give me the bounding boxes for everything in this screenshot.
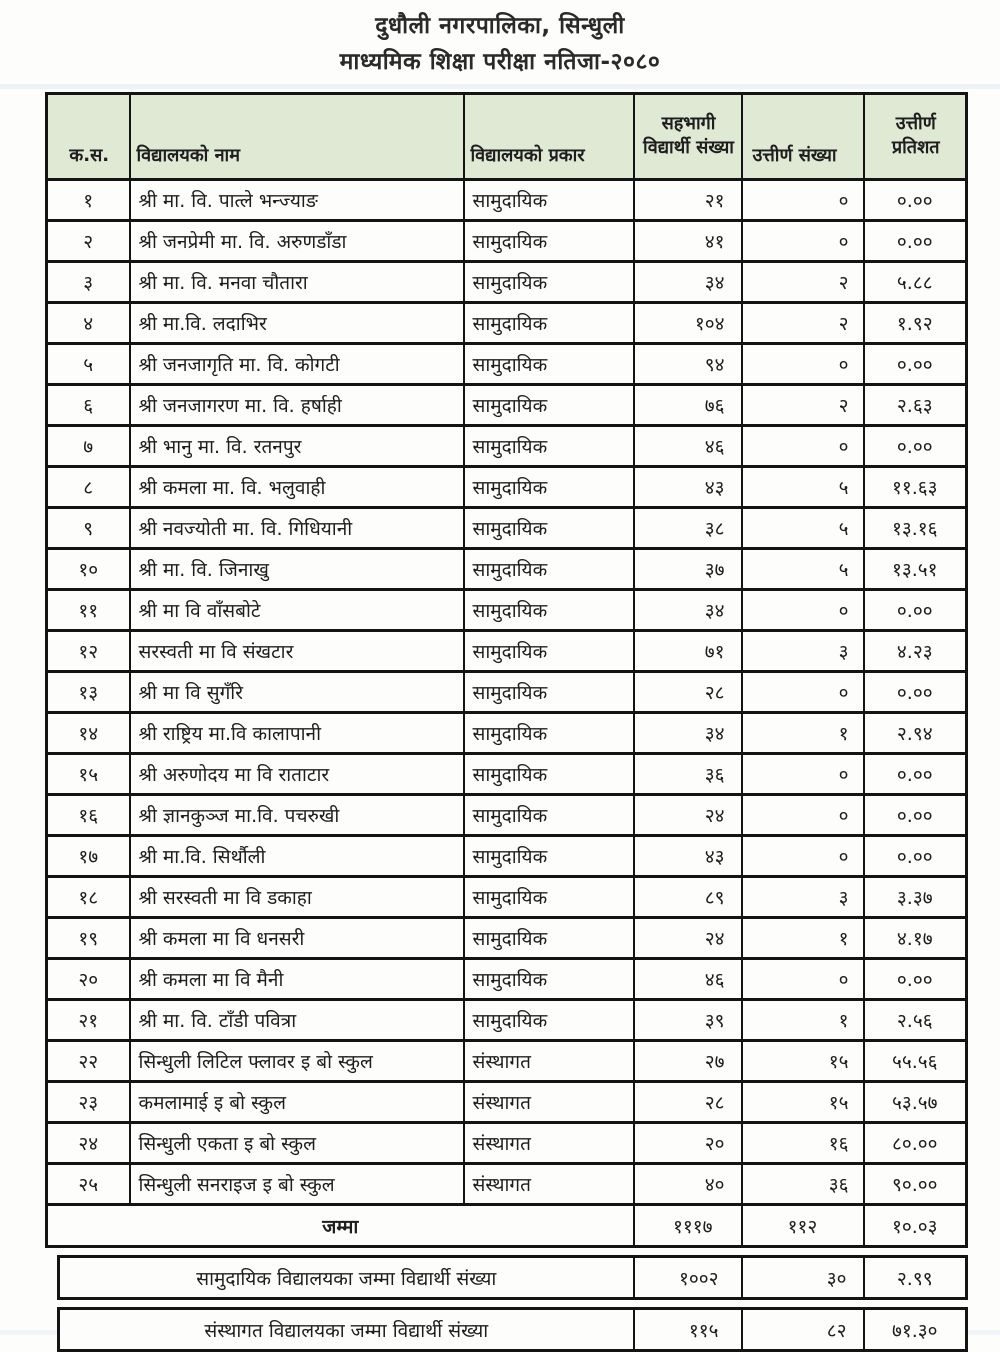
community-summary-participants: १००२ xyxy=(634,1257,742,1299)
cell-percent: ४.१७ xyxy=(864,918,967,959)
cell-sn: १८ xyxy=(47,877,130,918)
cell-percent: ०.०० xyxy=(864,221,967,262)
cell-school-type: सामुदायिक xyxy=(464,385,634,426)
cell-school-type: सामुदायिक xyxy=(464,918,634,959)
cell-sn: १ xyxy=(47,180,130,221)
cell-passed: ३ xyxy=(742,631,864,672)
cell-passed: ५ xyxy=(742,549,864,590)
table-row xyxy=(47,385,967,426)
cell-passed: १ xyxy=(742,1000,864,1041)
header-school-type: विद्यालयको प्रकार xyxy=(464,94,634,180)
table-row xyxy=(47,672,967,713)
cell-percent: ५३.५७ xyxy=(864,1082,967,1123)
cell-school-name: श्री कमला मा वि धनसरी xyxy=(130,918,464,959)
cell-participants: २८ xyxy=(634,1082,742,1123)
cell-school-name: श्री कमला मा. वि. भलुवाही xyxy=(130,467,464,508)
institutional-summary-percent: ७१.३० xyxy=(864,1309,967,1351)
cell-percent: ०.०० xyxy=(864,754,967,795)
cell-participants: ३८ xyxy=(634,508,742,549)
header-participants xyxy=(634,94,742,180)
cell-school-name: सिन्धुली लिटिल फ्लावर इ बो स्कुल xyxy=(130,1041,464,1082)
header-percent xyxy=(864,94,967,180)
cell-school-name: श्री सरस्वती मा वि डकाहा xyxy=(130,877,464,918)
cell-passed: १ xyxy=(742,918,864,959)
scan-artifact-top xyxy=(0,84,1000,89)
cell-sn: २० xyxy=(47,959,130,1000)
cell-school-name: श्री मा. वि. मनवा चौतारा xyxy=(130,262,464,303)
total-row xyxy=(47,1205,967,1247)
cell-participants: ३६ xyxy=(634,754,742,795)
cell-passed: ३ xyxy=(742,877,864,918)
cell-passed: ५ xyxy=(742,467,864,508)
cell-school-name: सरस्वती मा वि संखटार xyxy=(130,631,464,672)
cell-passed: १ xyxy=(742,713,864,754)
cell-percent: ०.०० xyxy=(864,795,967,836)
cell-participants: ४१ xyxy=(634,221,742,262)
cell-participants: ९४ xyxy=(634,344,742,385)
cell-participants: ७१ xyxy=(634,631,742,672)
cell-school-type: सामुदायिक xyxy=(464,221,634,262)
cell-percent: ०.०० xyxy=(864,959,967,1000)
page-subtitle: माध्यमिक शिक्षा परीक्षा नतिजा-२०८० xyxy=(339,49,661,75)
table-row xyxy=(47,426,967,467)
table-row xyxy=(47,795,967,836)
header-passed: उत्तीर्ण संख्या xyxy=(742,94,864,180)
cell-participants: ३४ xyxy=(634,262,742,303)
cell-school-type: सामुदायिक xyxy=(464,467,634,508)
cell-passed: ० xyxy=(742,672,864,713)
cell-sn: २१ xyxy=(47,1000,130,1041)
cell-passed: ० xyxy=(742,836,864,877)
cell-passed: ० xyxy=(742,959,864,1000)
table-row xyxy=(47,508,967,549)
cell-percent: ९०.०० xyxy=(864,1164,967,1205)
cell-percent: ०.०० xyxy=(864,344,967,385)
cell-sn: २२ xyxy=(47,1041,130,1082)
cell-school-type: सामुदायिक xyxy=(464,180,634,221)
cell-school-type: सामुदायिक xyxy=(464,426,634,467)
table-row xyxy=(47,959,967,1000)
cell-sn: १० xyxy=(47,549,130,590)
cell-participants: ३९ xyxy=(634,1000,742,1041)
cell-sn: २३ xyxy=(47,1082,130,1123)
table-row xyxy=(47,303,967,344)
cell-school-type: सामुदायिक xyxy=(464,508,634,549)
cell-school-type: सामुदायिक xyxy=(464,344,634,385)
cell-school-name: श्री मा. वि. पात्ले भन्ज्याङ xyxy=(130,180,464,221)
institutional-summary-table xyxy=(57,1307,968,1352)
results-table xyxy=(45,92,968,1248)
page-title: दुधौली नगरपालिका, सिन्धुली xyxy=(375,13,625,39)
table-row xyxy=(47,918,967,959)
cell-participants: २४ xyxy=(634,795,742,836)
cell-percent: ८०.०० xyxy=(864,1123,967,1164)
cell-school-name: श्री अरुणोदय मा वि राताटार xyxy=(130,754,464,795)
cell-passed: ० xyxy=(742,221,864,262)
institutional-summary-participants: ११५ xyxy=(634,1309,742,1351)
cell-sn: ७ xyxy=(47,426,130,467)
cell-participants: २० xyxy=(634,1123,742,1164)
cell-percent: २.९४ xyxy=(864,713,967,754)
table-row xyxy=(47,549,967,590)
table-row xyxy=(47,877,967,918)
cell-school-type: सामुदायिक xyxy=(464,672,634,713)
cell-percent: ०.०० xyxy=(864,590,967,631)
cell-school-type: सामुदायिक xyxy=(464,549,634,590)
cell-passed: ३६ xyxy=(742,1164,864,1205)
cell-sn: २ xyxy=(47,221,130,262)
cell-percent: ५५.५६ xyxy=(864,1041,967,1082)
cell-school-name: श्री ज्ञानकुञ्ज मा.वि. पचरुखी xyxy=(130,795,464,836)
cell-school-name: श्री जनजागरण मा. वि. हर्षाही xyxy=(130,385,464,426)
table-row xyxy=(47,467,967,508)
cell-school-type: सामुदायिक xyxy=(464,303,634,344)
cell-passed: ० xyxy=(742,344,864,385)
cell-school-name: श्री मा.वि. लदाभिर xyxy=(130,303,464,344)
table-row xyxy=(47,836,967,877)
cell-passed: ५ xyxy=(742,508,864,549)
cell-passed: १५ xyxy=(742,1041,864,1082)
cell-passed: २ xyxy=(742,303,864,344)
cell-participants: २८ xyxy=(634,672,742,713)
header-participants-line1: सहभागी xyxy=(661,112,716,134)
cell-passed: १५ xyxy=(742,1082,864,1123)
cell-participants: ३४ xyxy=(634,713,742,754)
cell-percent: २.६३ xyxy=(864,385,967,426)
table-row xyxy=(47,221,967,262)
cell-percent: ०.०० xyxy=(864,180,967,221)
cell-sn: १७ xyxy=(47,836,130,877)
cell-school-name: कमलामाई इ बो स्कुल xyxy=(130,1082,464,1123)
cell-school-name: श्री मा.वि. सिर्थौली xyxy=(130,836,464,877)
cell-passed: १६ xyxy=(742,1123,864,1164)
cell-school-type: संस्थागत xyxy=(464,1123,634,1164)
table-row xyxy=(47,631,967,672)
cell-passed: २ xyxy=(742,262,864,303)
cell-passed: ० xyxy=(742,590,864,631)
cell-percent: १३.५१ xyxy=(864,549,967,590)
cell-sn: ६ xyxy=(47,385,130,426)
cell-passed: ० xyxy=(742,180,864,221)
cell-participants: ४६ xyxy=(634,959,742,1000)
cell-participants: ४३ xyxy=(634,836,742,877)
cell-percent: २.५६ xyxy=(864,1000,967,1041)
cell-percent: ५.८८ xyxy=(864,262,967,303)
cell-school-name: श्री राष्ट्रिय मा.वि कालापानी xyxy=(130,713,464,754)
cell-sn: १२ xyxy=(47,631,130,672)
total-label: जम्मा xyxy=(47,1205,634,1247)
header-percent-line1: उत्तीर्ण xyxy=(895,112,936,134)
results-table-body xyxy=(47,180,967,1205)
cell-school-type: सामुदायिक xyxy=(464,631,634,672)
results-table-wrap xyxy=(45,92,965,1352)
cell-school-type: सामुदायिक xyxy=(464,590,634,631)
cell-percent: १३.१६ xyxy=(864,508,967,549)
cell-school-type: सामुदायिक xyxy=(464,795,634,836)
cell-school-name: श्री जनप्रेमी मा. वि. अरुणडाँडा xyxy=(130,221,464,262)
table-row xyxy=(47,1164,967,1205)
cell-percent: ०.०० xyxy=(864,426,967,467)
cell-school-name: श्री मा. वि. जिनाखु xyxy=(130,549,464,590)
cell-school-type: संस्थागत xyxy=(464,1041,634,1082)
community-summary-label: सामुदायिक विद्यालयका जम्मा विद्यार्थी संख्या xyxy=(59,1257,634,1299)
cell-school-name: श्री भानु मा. वि. रतनपुर xyxy=(130,426,464,467)
total-participants: १११७ xyxy=(634,1205,742,1247)
cell-percent: ०.०० xyxy=(864,836,967,877)
cell-school-name: सिन्धुली एकता इ बो स्कुल xyxy=(130,1123,464,1164)
cell-participants: ७६ xyxy=(634,385,742,426)
cell-school-type: सामुदायिक xyxy=(464,959,634,1000)
cell-participants: ३४ xyxy=(634,590,742,631)
cell-percent: ४.२३ xyxy=(864,631,967,672)
cell-sn: १५ xyxy=(47,754,130,795)
cell-sn: १६ xyxy=(47,795,130,836)
institutional-summary-row xyxy=(59,1309,967,1351)
cell-school-type: सामुदायिक xyxy=(464,262,634,303)
cell-sn: ५ xyxy=(47,344,130,385)
cell-participants: २४ xyxy=(634,918,742,959)
cell-school-type: सामुदायिक xyxy=(464,877,634,918)
community-summary-percent: २.९९ xyxy=(864,1257,967,1299)
cell-school-type: सामुदायिक xyxy=(464,836,634,877)
institutional-summary-label: संस्थागत विद्यालयका जम्मा विद्यार्थी संख्या xyxy=(59,1309,634,1351)
community-summary-passed: ३० xyxy=(742,1257,864,1299)
cell-school-name: सिन्धुली सनराइज इ बो स्कुल xyxy=(130,1164,464,1205)
community-summary-table xyxy=(57,1255,968,1300)
table-row xyxy=(47,1082,967,1123)
table-row xyxy=(47,1123,967,1164)
table-row xyxy=(47,590,967,631)
table-row xyxy=(47,1000,967,1041)
institutional-summary-passed: ८२ xyxy=(742,1309,864,1351)
cell-participants: २७ xyxy=(634,1041,742,1082)
cell-passed: ० xyxy=(742,795,864,836)
header-participants-line2: विद्यार्थी संख्या xyxy=(643,136,734,158)
cell-participants: ४६ xyxy=(634,426,742,467)
table-row xyxy=(47,713,967,754)
document-header xyxy=(0,0,1000,80)
cell-percent: ३.३७ xyxy=(864,877,967,918)
cell-percent: ०.०० xyxy=(864,672,967,713)
cell-participants: ३७ xyxy=(634,549,742,590)
table-row xyxy=(47,1041,967,1082)
table-row xyxy=(47,344,967,385)
cell-sn: ११ xyxy=(47,590,130,631)
table-row xyxy=(47,180,967,221)
cell-school-type: संस्थागत xyxy=(464,1082,634,1123)
cell-passed: २ xyxy=(742,385,864,426)
cell-school-type: सामुदायिक xyxy=(464,713,634,754)
cell-passed: ० xyxy=(742,426,864,467)
cell-school-type: सामुदायिक xyxy=(464,1000,634,1041)
cell-sn: ४ xyxy=(47,303,130,344)
table-row xyxy=(47,754,967,795)
cell-school-name: श्री मा वि सुगँरि xyxy=(130,672,464,713)
cell-passed: ० xyxy=(742,754,864,795)
header-sn: क.स. xyxy=(47,94,130,180)
cell-participants: ४३ xyxy=(634,467,742,508)
cell-percent: ११.६३ xyxy=(864,467,967,508)
header-percent-line2: प्रतिशत xyxy=(891,136,940,158)
cell-sn: ३ xyxy=(47,262,130,303)
header-row xyxy=(47,94,967,180)
cell-sn: १४ xyxy=(47,713,130,754)
community-summary-row xyxy=(59,1257,967,1299)
cell-sn: १९ xyxy=(47,918,130,959)
cell-participants: ४० xyxy=(634,1164,742,1205)
cell-school-name: श्री कमला मा वि मैनी xyxy=(130,959,464,1000)
cell-school-name: श्री नवज्योती मा. वि. गिधियानी xyxy=(130,508,464,549)
cell-percent: १.९२ xyxy=(864,303,967,344)
cell-participants: १०४ xyxy=(634,303,742,344)
total-percent: १०.०३ xyxy=(864,1205,967,1247)
table-row xyxy=(47,262,967,303)
total-passed: ११२ xyxy=(742,1205,864,1247)
cell-sn: ९ xyxy=(47,508,130,549)
header-school-name: विद्यालयको नाम xyxy=(130,94,464,180)
cell-sn: १३ xyxy=(47,672,130,713)
cell-participants: ८९ xyxy=(634,877,742,918)
cell-school-name: श्री जनजागृति मा. वि. कोगटी xyxy=(130,344,464,385)
cell-school-type: संस्थागत xyxy=(464,1164,634,1205)
cell-participants: २१ xyxy=(634,180,742,221)
cell-school-type: सामुदायिक xyxy=(464,754,634,795)
cell-sn: ८ xyxy=(47,467,130,508)
cell-sn: २४ xyxy=(47,1123,130,1164)
cell-sn: २५ xyxy=(47,1164,130,1205)
cell-school-name: श्री मा वि वाँसबोटे xyxy=(130,590,464,631)
cell-school-name: श्री मा. वि. टाँडी पवित्रा xyxy=(130,1000,464,1041)
